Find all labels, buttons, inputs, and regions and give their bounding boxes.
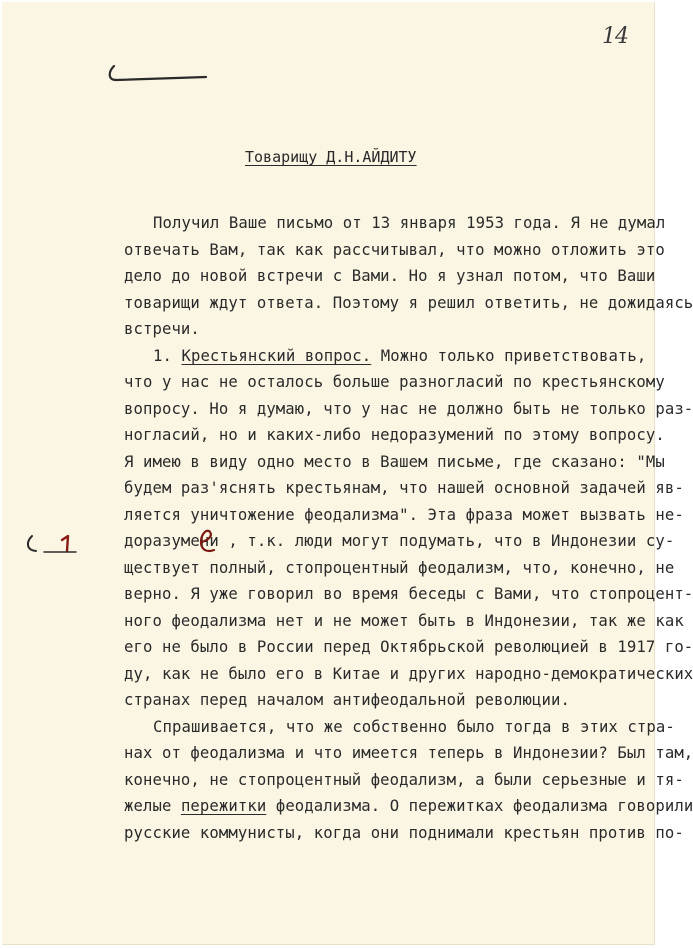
text-line-22: конечно, не стопроцентный феодализм, а были серьезные и тя- <box>124 771 684 789</box>
text-line-2: отвечать Вам, так как рассчитывал, что можно отложить это <box>124 241 665 259</box>
text-line-23-rest: феодализма. О пережитках феодализма говорили <box>266 797 693 815</box>
text-line-6-rest: Можно только приветствовать, <box>371 347 647 365</box>
margin-mark <box>24 532 84 558</box>
text-line-23 <box>124 799 693 815</box>
text-line-6 <box>153 349 646 365</box>
text-line-11: будем раз'яснять крестьянам, что нашей основной задачей яв- <box>124 479 684 497</box>
pen-stroke-mark <box>102 58 212 88</box>
text-line-12: ляется уничтожение феодализма". Эта фраза может вызвать не- <box>124 506 684 524</box>
underlined-term: пережитки <box>180 797 267 815</box>
section-heading: Крестьянский вопрос. <box>181 347 372 365</box>
text-line-17: его не было в России перед Октябрьской революцией в 1917 го- <box>124 638 693 656</box>
text-line-7: что у нас не осталось больше разногласий по крестьянскому <box>124 373 665 391</box>
text-line-4: товарищи ждут ответа. Поэтому я решил ответить, не дожидаясь <box>124 294 693 312</box>
text-line-21: нах от феодализма и что имеется теперь в Индонезии? Был там, <box>124 744 693 762</box>
text-line-24: русские коммунисты, когда они поднимали крестьян против по- <box>124 824 684 842</box>
text-line-15: верно. Я уже говорил во время беседы с Вами, что стопроцент- <box>124 585 693 603</box>
text-line-14: ществует полный, стопроцентный феодализм, что, конечно, не <box>124 559 675 577</box>
page-number: 14 <box>602 24 628 49</box>
correction-letter: е <box>98 426 99 427</box>
text-line-18: ду, как не было его в Китае и других народно-демократических <box>124 665 693 683</box>
document-page <box>2 2 693 945</box>
text-line-16: ного феодализма нет и не может быть в Индонезии, так же как <box>124 612 684 630</box>
text-line-1: Получил Ваше письмо от 13 января 1953 года. Я не думал <box>153 214 666 232</box>
text-line-5: встречи. <box>124 320 200 338</box>
handwritten-correction <box>98 426 220 556</box>
section-number: 1. <box>153 347 182 365</box>
text-line-3: дело до новой встречи с Вами. Но я узнал потом, что Ваши <box>124 267 656 285</box>
page-title: Товарищу Д.Н.АЙДИТУ <box>245 148 417 166</box>
text-line-13: доразумени , т.к. люди могут подумать, что в Индонезии су- <box>124 532 675 550</box>
text-line-20: Спрашивается, что же собственно было тогда в этих стра- <box>153 718 675 736</box>
text-line-19: странах перед началом антифеодальной революции. <box>124 691 570 709</box>
text-line-10: Я имею в виду одно место в Вашем письме, где сказано: "Мы <box>124 453 665 471</box>
text-line-23-start: желые <box>124 797 181 815</box>
text-line-9: ногласий, но и каких-либо недоразумений по этому вопросу. <box>124 426 665 444</box>
text-line-8: вопросу. Но я думаю, что у нас не должно быть не только раз- <box>124 400 693 418</box>
